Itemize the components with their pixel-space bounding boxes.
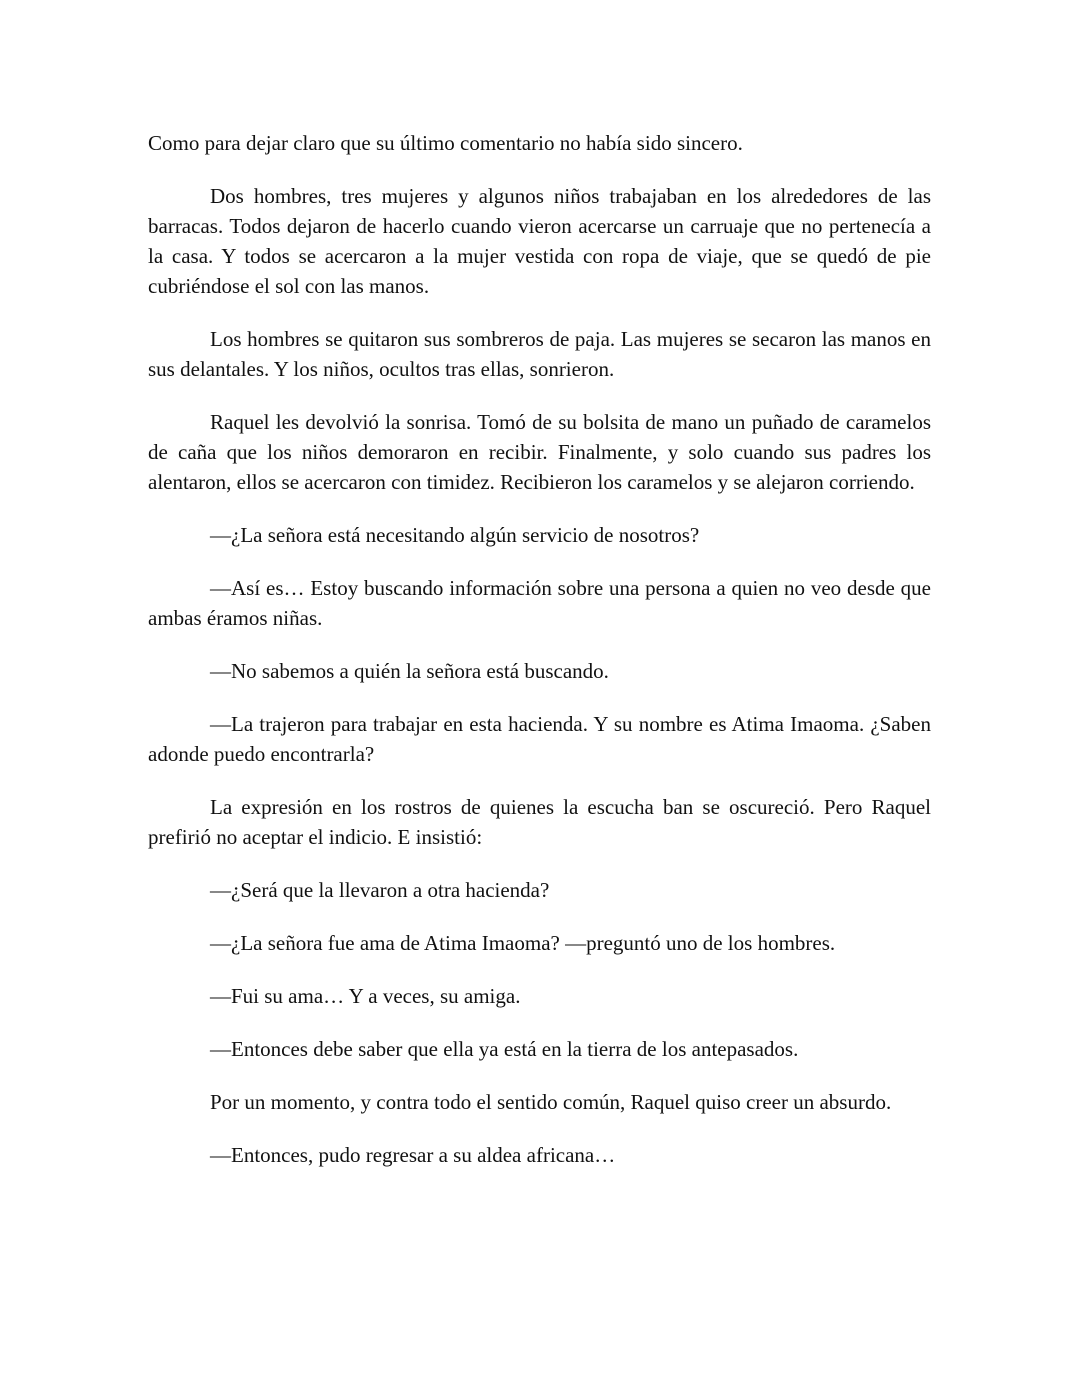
paragraph-dialogue: —¿La señora fue ama de Atima Imaoma? —preguntó uno de los hombres. <box>210 931 836 955</box>
paragraph: Dos hombres, tres mujeres y algunos niños trabajaban en los alrededores de las barracas. Todos dejaron de hacerlo cuando vieron acercarse un carruaje que no pertenecía a la casa. Y todos se acercaron a la mujer vestida con ropa de viaje, que se quedó de pie cubriéndose el sol con las manos. <box>148 184 931 298</box>
paragraph: Raquel les devolvió la sonrisa. Tomó de su bolsita de mano un puñado de caramelos de caña que los niños demoraron en recibir. Finalmente, y solo cuando sus padres los alentaron, ellos se acercaron con timidez. Recibieron los caramelos y se alejaron corriendo. <box>148 410 931 494</box>
paragraph-dialogue: —Así es… Estoy buscando información sobre una persona a quien no veo desde que ambas éramos niñas. <box>148 576 931 630</box>
paragraph-dialogue: —La trajeron para trabajar en esta hacienda. Y su nombre es Atima Imaoma. ¿Saben adonde puedo encontrarla? <box>148 712 931 766</box>
paragraph-dialogue: —Fui su ama… Y a veces, su amiga. <box>210 984 521 1008</box>
page-text-block <box>148 128 931 1170</box>
paragraph: Como para dejar claro que su último comentario no había sido sincero. <box>148 131 743 155</box>
paragraph-dialogue: —¿Será que la llevaron a otra hacienda? <box>210 878 550 902</box>
paragraph: Por un momento, y contra todo el sentido común, Raquel quiso creer un absurdo. <box>210 1090 892 1114</box>
paragraph: Los hombres se quitaron sus sombreros de paja. Las mujeres se secaron las manos en sus delantales. Y los niños, ocultos tras ellas, sonrieron. <box>148 327 931 381</box>
paragraph: La expresión en los rostros de quienes la escucha ban se oscureció. Pero Raquel prefirió no aceptar el indicio. E insistió: <box>148 795 931 849</box>
paragraph-dialogue: —Entonces debe saber que ella ya está en la tierra de los antepasados. <box>210 1037 799 1061</box>
paragraph-dialogue: —¿La señora está necesitando algún servicio de nosotros? <box>210 523 700 547</box>
paragraph-dialogue: —Entonces, pudo regresar a su aldea africana… <box>210 1143 616 1167</box>
paragraph-dialogue: —No sabemos a quién la señora está buscando. <box>210 659 609 683</box>
